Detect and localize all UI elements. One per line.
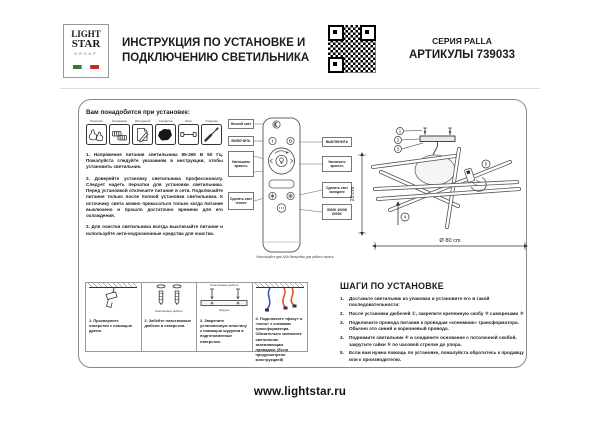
phase-wire-1 xyxy=(283,288,285,307)
wires-icon xyxy=(254,283,306,314)
logo-word-group: GROUP xyxy=(74,51,98,56)
label-turn-on: ВКЛЮЧИТЬ xyxy=(228,136,254,146)
qr-finder-icon xyxy=(328,57,344,73)
label-increase-brightness: Увеличить яркость xyxy=(322,156,352,172)
warm-light-button xyxy=(269,192,276,199)
scene-button xyxy=(269,180,294,188)
battery-note: Используйте две ААА батарейки для работы пульта xyxy=(256,255,334,259)
panel-drill xyxy=(86,283,142,351)
wire-connectors-icon xyxy=(110,125,129,144)
panel-plate xyxy=(197,283,253,351)
power-on-glyph: I xyxy=(271,138,274,144)
step-item-1: 1. Достаньте светильник из упаковки и установите его в такой последовательности: xyxy=(340,296,490,308)
step-item-3: 3. Подключите провода питания к проводам «клеммник» трансформатора. Обычно это синий и коричневый провода. xyxy=(340,320,519,332)
svg-text:5: 5 xyxy=(484,161,488,167)
neutral-wire xyxy=(267,288,270,309)
svg-text:1: 1 xyxy=(398,128,402,134)
dowels-label: Пластиковые дюбели xyxy=(154,309,183,313)
tool-screwdriver: Отвертка xyxy=(201,119,222,145)
panel-caption-3: 3. Закрепите установочную пластину с помощью шурупов в подготовленные отверстия. xyxy=(200,318,247,344)
cloth-icon xyxy=(156,125,175,144)
panel-caption-4: 4. Подключите «фазу» и «ноль» к клеммам трансформатора. Обязательно заземлите светильник заземляющим проводом. (Если предусмотрено конструкцией) xyxy=(255,316,303,363)
panel-wires xyxy=(253,283,308,363)
tools-row xyxy=(86,119,222,145)
panel-dowels xyxy=(142,283,198,351)
steps-title: ШАГИ ПО УСТАНОВКЕ xyxy=(340,281,444,291)
color-temp-button xyxy=(277,204,285,212)
plate-dowels-label: Пластиковые дюбели xyxy=(210,283,239,287)
callout-3 xyxy=(395,146,402,153)
power-off-glyph: O xyxy=(288,138,293,144)
screwdriver-icon xyxy=(202,125,221,144)
tool-wrench: Ключ xyxy=(178,119,199,145)
install-steps xyxy=(340,281,524,366)
drill-icon xyxy=(87,283,139,313)
page-title-line2: ПОДКЛЮЧЕНИЮ СВЕТИЛЬНИКА xyxy=(122,51,310,64)
light-button xyxy=(276,155,287,166)
safety-warnings xyxy=(86,152,223,242)
fixture-diagram xyxy=(345,103,530,265)
height-dimension xyxy=(350,152,366,236)
needs-title: Вам понадобится при установке: xyxy=(86,109,190,116)
tool-cloth: Салфетка xyxy=(155,119,176,145)
italian-flag-icon xyxy=(73,65,99,69)
dowels-icon xyxy=(143,283,195,310)
step-item-4: 4. Поднимите светильник ④ и соедините основание с потолочной скобой, закрутите гайки ⑤ по часовой стрелке до упора. xyxy=(340,335,517,347)
snowflake-icon xyxy=(288,194,293,199)
header-divider xyxy=(60,88,540,89)
label-color-temps: 3000K 4000K 6000K xyxy=(322,204,352,220)
night-light-button xyxy=(273,121,280,128)
tool-connectors: Клеммники xyxy=(109,119,130,145)
install-panels xyxy=(85,282,308,363)
qr-code xyxy=(328,25,376,73)
page-title xyxy=(122,36,337,66)
phase-wire-2 xyxy=(291,288,294,305)
logo-word-star: STAR xyxy=(71,38,101,50)
svg-text:3: 3 xyxy=(396,146,400,152)
lightstar-logo xyxy=(63,24,109,78)
page-title-line1: ИНСТРУКЦИЯ ПО УСТАНОВКЕ И xyxy=(122,37,306,49)
label-decrease-brightness: Уменьшить яркость xyxy=(228,151,254,177)
label-colder-light: Сделать свет холоднее xyxy=(322,182,352,198)
qr-finder-icon xyxy=(360,25,376,41)
arrow-up-icon xyxy=(396,201,400,206)
step-item-2: 2. После установки дюбелей ①, закрепите крепежную скобу ② саморезами ③ xyxy=(340,311,524,317)
diameter-label: Ø 80 cm xyxy=(439,238,461,244)
power-off-button xyxy=(287,137,294,144)
bracket-screws-icon xyxy=(423,128,451,135)
svg-text:4: 4 xyxy=(403,214,407,220)
screws-label: Шурупы xyxy=(219,308,230,313)
brightness-dial xyxy=(269,148,295,174)
warning-2: 2. Доверяйте установку светильника профессионалу. Следует надеть перчатки для установки светильника. Перед установкой отключите питание в сети. Подключайте питание только после полной установки светильника. К источнику света можно прикасаться только когда питание выключено и прошло достаточно времени для его охлаждения. xyxy=(86,175,223,219)
articles-label: АРТИКУЛЫ 739033 xyxy=(408,49,516,61)
callout-2 xyxy=(395,137,402,144)
qr-finder-icon xyxy=(328,25,344,41)
panel-caption-1: 1. Просверлите отверстия с помощью дрели. xyxy=(89,318,132,334)
instruction-icon xyxy=(133,125,152,144)
label-warmer-light: Сделать свет теплее xyxy=(228,192,254,210)
height-label: 20 cm xyxy=(350,186,356,202)
panel-caption-2: 2. Забейте пластиковые дюбели в отверстия. xyxy=(144,318,192,329)
tool-gloves: Перчатки xyxy=(86,119,107,145)
warning-1: 1. Напряжение питания светильника 85-265 В 50 Гц. Пожалуйста следуйте указаниям в инструкции, чтобы установить светильник. xyxy=(86,152,223,170)
diameter-dimension xyxy=(372,238,528,250)
cold-light-button xyxy=(287,192,294,199)
gloves-icon xyxy=(87,125,106,144)
power-on-button xyxy=(269,137,276,144)
tool-instruction: Инструкция xyxy=(132,119,153,145)
wrench-icon xyxy=(179,125,198,144)
ceiling-bracket xyxy=(420,128,455,142)
series-label: СЕРИЯ PALLA xyxy=(432,36,492,46)
series-block xyxy=(392,36,532,61)
label-night-light: Ночной свет xyxy=(228,119,254,129)
callout-1 xyxy=(397,128,404,135)
label-turn-off: ВЫКЛЮЧИТЬ xyxy=(322,137,352,147)
logo-word-light: LIGHT xyxy=(71,29,101,39)
website-link[interactable]: www.lightstar.ru xyxy=(253,386,347,398)
mounting-plate-icon xyxy=(196,287,252,309)
svg-text:2: 2 xyxy=(396,137,400,143)
step-item-5: 5. Если вам нужна помощь по установке, пожалуйста обратитесь к продавцу или к производителю. xyxy=(340,350,524,362)
screw-arrows-icon xyxy=(424,131,452,134)
warning-3: 3. Для очистки светильника всегда выключайте питание и используйте анти-коррозионные средства для очистки. xyxy=(86,224,223,236)
